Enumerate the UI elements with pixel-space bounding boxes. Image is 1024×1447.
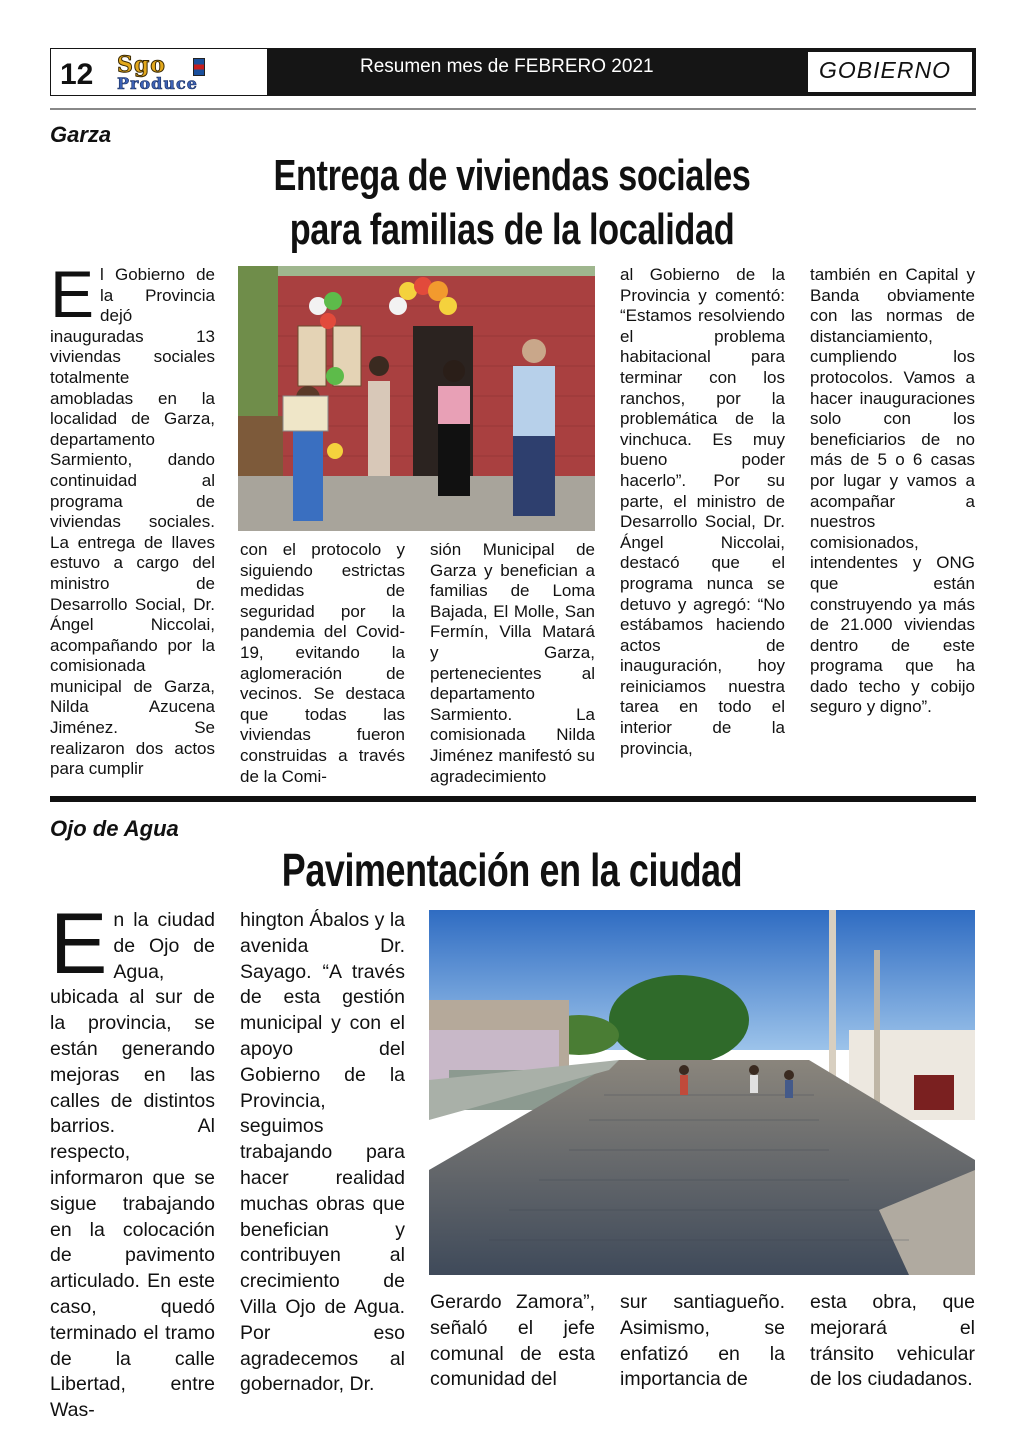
street-paving-photo (429, 910, 975, 1275)
article2-column-2: hington Ábalos y la avenida Dr. Sayago. “A través de esta gestión municipal y con el apoyo del Gobierno de la Provincia, seguimos trabajando para hacer realidad muchas obras que benefician y contribuyen al crecimiento de Villa Ojo de Agua. Por eso agradecemos al gobernador, Dr. (240, 909, 405, 1396)
article1-dropcap: E (50, 257, 95, 331)
article2-column-4: sur santiagueño. Asimismo, se enfatizó en la importancia de (620, 1291, 785, 1391)
header-rule (50, 108, 976, 110)
issue-summary: Resumen mes de FEBRERO 2021 (360, 56, 654, 77)
house-delivery-photo (238, 266, 595, 531)
article1-column-5: también en Capital y Banda obviamente con las normas de distanciamiento, cumpliendo los protocolos. Vamos a hacer inauguraciones solo con los beneficiarios de no más de 5 o 6 casas por lugar y vamos a acompañar a nuestros comisionados, intendentes y ONG que están construyendo ya más de 21.000 viviendas dentro de este programa que ha dado techo y cobijo seguro y digno”. (810, 265, 975, 717)
article1-column-2: con el protocolo y siguiendo estrictas medidas de seguridad por la pandemia del Covid-19, evitando la aglomeración de vecinos. Se destaca que todas las viviendas fueron construidas a través de la Comi- (240, 540, 405, 786)
page-number: 12 (60, 58, 94, 91)
article1-column-3: sión Municipal de Garza y benefician a familias de Loma Bajada, El Molle, San Fermín, Villa Matará y Garza, pertenecientes al departamento Sarmiento. La comisionada Nilda Jiménez manifestó su agradecimiento (430, 540, 595, 786)
article2-headline: Pavimentación en la ciudad (281, 844, 743, 896)
article1-column-4: al Gobierno de la Provincia y comentó: “Estamos resolviendo el problema habitacional para terminar con los ranchos, por la problemática de la vinchuca. Es muy bueno poder hacerlo”. Por su parte, el ministro de Desarrollo Social, Dr. Ángel Niccolai, destacó que el programa nunca se detuvo y agregó: “No estábamos haciendo actos de inauguración, hoy reiniciamos nuestra tarea en todo el interior de la provincia, (620, 265, 785, 758)
article1-headline-line1: Entrega de viviendas sociales (273, 151, 751, 200)
publication-logo-bottom: Produce (117, 74, 198, 93)
section-label: GOBIERNO (819, 57, 951, 83)
publication-logo-top: Sgo (117, 52, 166, 78)
article1-location: Garza (50, 122, 112, 147)
article1-column-1 (50, 257, 215, 785)
article2-column-5: esta obra, que mejorará el tránsito vehicular de los ciudadanos. (810, 1291, 975, 1391)
article2-dropcap: E (50, 896, 108, 992)
article-divider (50, 796, 976, 802)
article2-location: Ojo de Agua (50, 816, 179, 841)
street-paving-photo-graphic (429, 910, 975, 1275)
article2-column-3: Gerardo Zamora”, señaló el jefe comunal de esta comunidad del (430, 1291, 595, 1391)
article2-column-1-text: n la ciudad de Ojo de Agua, ubicada al sur de la provincia, se están generando mejoras en las calles de distintos barrios. Al respecto, informaron que se sigue trabajando en la colocación de pavimento articulado. En este caso, quedó terminado el tramo de la calle Libertad, entre Was- (50, 909, 215, 1422)
article1-headline-line2: para familias de la localidad (289, 205, 735, 254)
house-delivery-photo-graphic (238, 266, 595, 531)
article1-column-1-text: l Gobierno de la Provincia dejó inauguradas 13 viviendas sociales totalmente amobladas en la localidad de Garza, departamento Sarmiento, dando continuidad al programa de viviendas sociales. La entrega de llaves estuvo a cargo del ministro de Desarrollo Social, Dr. Ángel Niccolai, acompañando por la comisionada municipal de Garza, Nilda Azucena Jiménez. Se realizaron dos actos para cumplir (50, 265, 215, 779)
article2-column-1 (50, 896, 215, 1422)
